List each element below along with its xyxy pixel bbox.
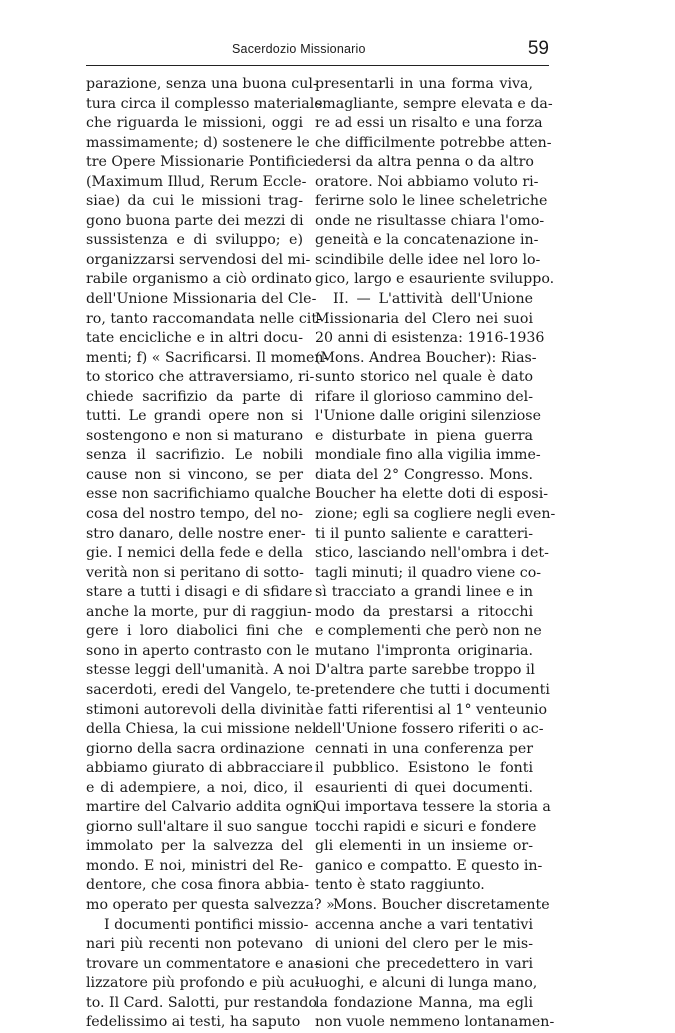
page-number: 59	[527, 38, 549, 59]
text-line: sono in aperto contrasto con le	[86, 642, 310, 659]
text-line: la fondazione Manna, ma egli	[315, 994, 533, 1011]
text-line: fedelissimo ai testi, ha saputo	[86, 1014, 301, 1031]
text-line: sostengono e non si maturano	[86, 427, 303, 444]
left-column	[86, 75, 335, 1033]
text-line: giorno sull'altare il suo sangue	[86, 818, 308, 835]
text-line: mondiale fino alla vigilia imme-	[315, 447, 541, 464]
text-line: tutti. Le grandi opere non si	[86, 408, 303, 425]
text-line: zione; egli sa cogliere negli even-	[315, 506, 556, 523]
text-line: sacerdoti, eredi del Vangelo, te-	[86, 681, 315, 698]
text-line: Missionaria del Clero nei suoi	[315, 310, 533, 327]
text-line: sunto storico nel quale è dato	[315, 369, 533, 386]
text-line: (Mons. Andrea Boucher): Rias-	[315, 349, 537, 366]
text-line: sioni che precedettero in vari	[315, 955, 533, 972]
text-line: di unioni del clero per le mis-	[315, 936, 533, 953]
text-line: stro danaro, delle nostre ener-	[86, 525, 306, 542]
text-line: non vuole nemmeno lontanamen-	[315, 1014, 555, 1031]
text-line: ferirne solo le linee scheletriche	[315, 193, 548, 210]
text-line: dentore, che cosa finora abbia-	[86, 877, 310, 894]
text-line: verità non si peritano di sotto-	[86, 564, 304, 581]
text-line: gli elementi in un insieme or-	[315, 838, 533, 855]
text-line: stico, lasciando nell'ombra i det-	[315, 545, 549, 562]
text-line: chiede sacrifizio da parte di	[86, 388, 303, 405]
text-line: dersi da altra penna o da altro	[315, 154, 534, 171]
text-line: e disturbate in piena guerra	[315, 427, 533, 444]
text-line: stimoni autorevoli della divinità	[86, 701, 315, 718]
text-line: abbiamo giurato di abbracciare	[86, 760, 313, 777]
text-line: immolato per la salvezza del	[86, 838, 303, 855]
text-line: re ad essi un risalto e una forza	[315, 115, 543, 132]
text-line: to storico che attraversiamo, ri-	[86, 369, 315, 386]
text-line: tagli minuti; il quadro viene co-	[315, 564, 542, 581]
text-line: I documenti pontifici missio-	[104, 916, 309, 933]
header-rule	[86, 65, 549, 66]
running-header	[86, 38, 549, 64]
text-line: scindibile delle idee nel loro lo-	[315, 251, 541, 268]
text-line: rabile organismo a ciò ordinato	[86, 271, 312, 288]
text-line: accenna anche a vari tentativi	[315, 916, 533, 933]
text-line: geneità e la concatenazione in-	[315, 232, 539, 249]
text-line: stesse leggi dell'umanità. A noi	[86, 662, 311, 679]
text-line: il pubblico. Esistono le fonti	[315, 760, 533, 777]
text-line: diata del 2° Congresso. Mons.	[315, 466, 533, 483]
text-line: siae) da cui le missioni trag-	[86, 193, 303, 210]
text-line: presentarli in una forma viva,	[315, 76, 533, 92]
text-line: ti il punto saliente e caratteri-	[315, 525, 533, 542]
text-line: D'altra parte sarebbe troppo il	[315, 662, 535, 679]
text-line: e di adempiere, a noi, dico, il	[86, 779, 303, 796]
text-line: gono buona parte dei mezzi di	[86, 212, 304, 229]
text-line: mo operato per questa salvezza? »	[86, 896, 335, 913]
text-line: oratore. Noi abbiamo voluto ri-	[315, 173, 539, 190]
text-line: esse non sacrifichiamo qualche	[86, 486, 311, 503]
text-line: ganico e compatto. E questo in-	[315, 857, 543, 874]
text-line: martire del Calvario addita ogni	[86, 799, 317, 816]
text-line: 20 anni di esistenza: 1916-1936	[315, 330, 545, 347]
text-line: esaurienti di quei documenti.	[315, 779, 533, 796]
text-line: lizzatore più profondo e più acu-	[86, 975, 320, 992]
text-line: ro, tanto raccomandata nelle cit-	[86, 310, 322, 327]
text-line: dell'Unione fossero riferiti o ac-	[315, 721, 544, 738]
text-line: (Maximum Illud, Rerum Eccle-	[86, 173, 307, 190]
text-line: anche la morte, pur di raggiun-	[86, 603, 312, 620]
text-line: tocchi rapidi e sicuri e fondere	[315, 818, 537, 835]
text-line: organizzarsi servendosi del mi-	[86, 251, 311, 268]
text-line: stare a tutti i disagi e di sfidare	[86, 584, 313, 601]
text-line: gico, largo e esauriente sviluppo.	[315, 271, 555, 288]
text-line: cosa del nostro tempo, del no-	[86, 506, 303, 523]
text-line: modo da prestarsi a ritocchi	[315, 603, 533, 620]
text-line: parazione, senza una buona cul-	[86, 76, 318, 92]
text-line: menti; f) « Sacrificarsi. Il momen-	[86, 349, 329, 366]
text-line: gere i loro diabolici fini che	[86, 623, 303, 640]
text-line: senza il sacrifizio. Le nobili	[86, 447, 303, 464]
text-line: tre Opere Missionarie Pontificie	[86, 154, 316, 171]
right-column	[315, 75, 556, 1033]
text-line: onde ne risultasse chiara l'omo-	[315, 212, 545, 229]
text-line: tate encicliche e in altri docu-	[86, 330, 303, 347]
text-line: smagliante, sempre elevata e da-	[315, 95, 553, 112]
text-line: mondo. E noi, ministri del Re-	[86, 857, 303, 874]
text-line: e complementi che però non ne	[315, 623, 542, 640]
text-line: massimamente; d) sostenere le	[86, 134, 310, 151]
text-line: gie. I nemici della fede e della	[86, 545, 303, 562]
text-line: giorno della sacra ordinazione	[86, 740, 305, 757]
text-line: to. Il Card. Salotti, pur restando	[86, 994, 317, 1011]
text-line: dell'Unione Missionaria del Cle-	[86, 291, 317, 308]
text-line: Qui importava tessere la storia a	[315, 799, 551, 816]
text-line: che difficilmente potrebbe atten-	[315, 134, 552, 151]
text-line: e fatti riferentisi al 1° venteunio	[315, 701, 548, 718]
text-line: luoghi, e alcuni di lunga mano,	[315, 975, 538, 992]
text-line: trovare un commentatore e ana-	[86, 955, 319, 972]
text-line: sì tracciato a grandi linee e in	[315, 584, 533, 601]
text-line: cause non si vincono, se per	[86, 466, 303, 483]
text-line: tento è stato raggiunto.	[315, 877, 485, 894]
text-line: Mons. Boucher discretamente	[333, 896, 550, 913]
text-line: pretendere che tutti i documenti	[315, 681, 550, 698]
text-line: rifare il glorioso cammino del-	[315, 388, 533, 405]
text-line: Boucher ha elette doti di esposi-	[315, 486, 549, 503]
text-line: cennati in una conferenza per	[315, 740, 533, 757]
text-line: della Chiesa, la cui missione nel	[86, 721, 317, 738]
text-line: II. — L'attività dell'Unione	[333, 291, 533, 308]
text-line: l'Unione dalle origini silenziose	[315, 408, 541, 425]
text-line: tura circa il complesso materiale	[86, 95, 323, 112]
running-title: Sacerdozio Missionario	[232, 42, 366, 56]
text-line: sussistenza e di sviluppo; e)	[86, 232, 303, 249]
text-line: che riguarda le missioni, oggi	[86, 115, 303, 132]
text-line: nari più recenti non potevano	[86, 936, 303, 953]
text-line: mutano l'impronta originaria.	[315, 642, 533, 659]
